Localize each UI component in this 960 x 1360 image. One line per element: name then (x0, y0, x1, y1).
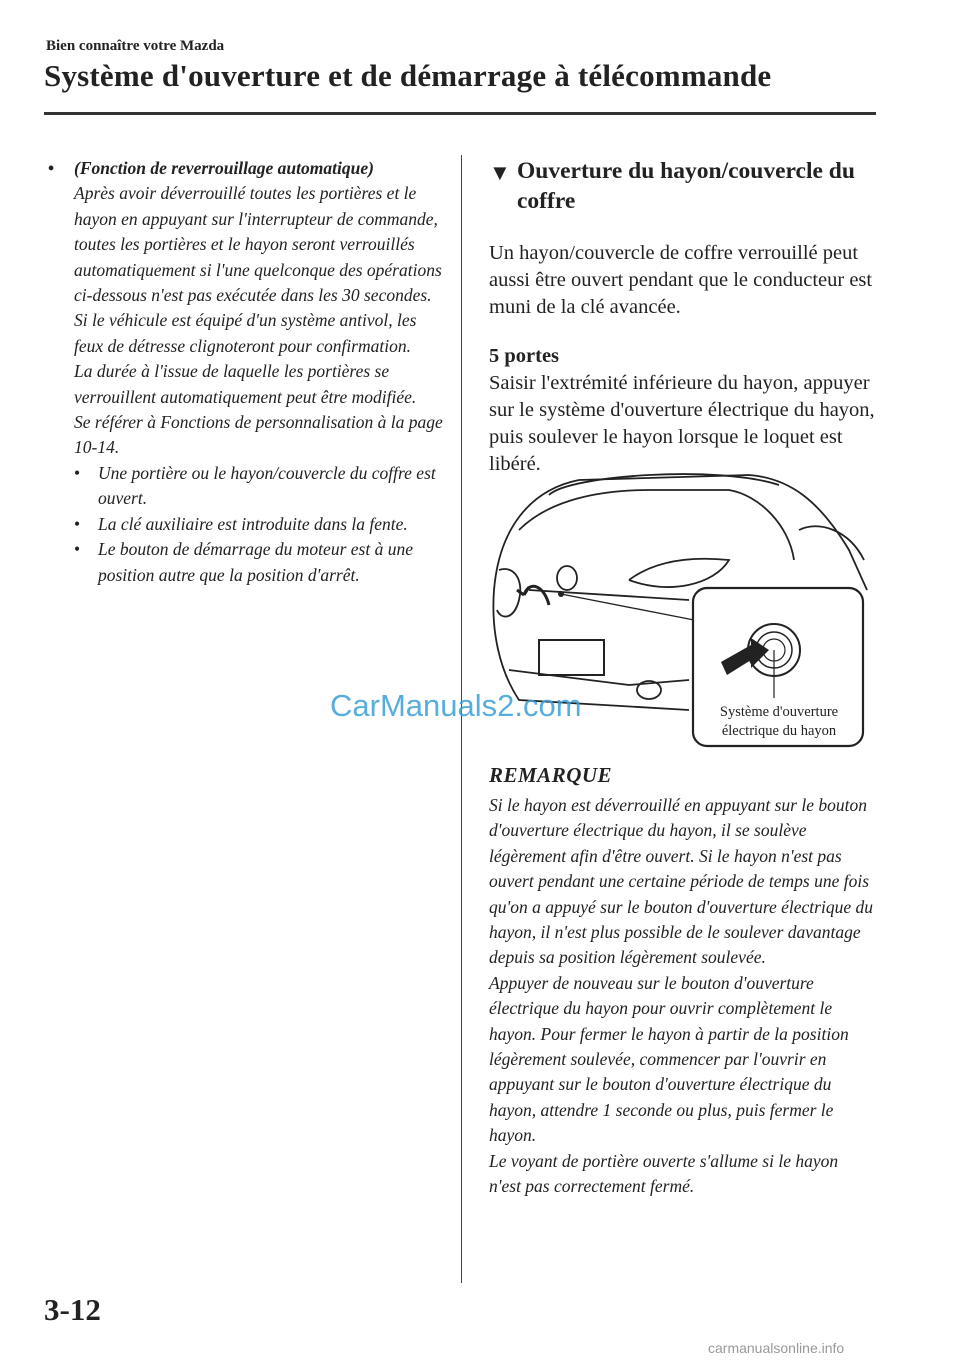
footer-site-link[interactable]: carmanualsonline.info (708, 1340, 845, 1356)
page-number: 3-12 (44, 1292, 101, 1327)
title-rule (44, 112, 876, 115)
sub-bullet-item (48, 461, 448, 512)
paragraph: Se référer à Fonctions de personnalisation à la page 10-14. (74, 412, 443, 458)
right-column (489, 156, 877, 478)
remark-paragraph: Le voyant de portière ouverte s'allume si le hayon n'est pas correctement fermé. (489, 1150, 839, 1197)
triangle-down-icon: ▼ (489, 160, 511, 185)
remark-body (489, 793, 874, 1200)
sub-bullet-icon: • (74, 539, 81, 560)
watermark: CarManuals2.com (330, 688, 582, 723)
sub-bullet-text: Une portière ou le hayon/couvercle du coffre est ouvert. (98, 462, 436, 509)
remark-paragraph: Appuyer de nouveau sur le bouton d'ouverture électrique du hayon pour ouvrir complètement le hayon. Pour fermer le hayon à partir de la position légèrement soulevée, commencer par l'ouvrir en appuyant sur le bouton d'ouverture électrique du hayon, attendre 1 seconde ou plus, puis fermer le hayon. (489, 972, 849, 1146)
remark-title: REMARQUE (489, 763, 613, 787)
running-head: Bien connaître votre Mazda (46, 38, 225, 54)
sub-bullet-item (48, 537, 448, 588)
sub-bullet-icon: • (74, 462, 81, 483)
bullet-title: (Fonction de reverrouillage automatique) (74, 158, 374, 178)
sub-bullet-icon: • (74, 513, 81, 534)
bullet-item (48, 156, 448, 461)
sub-bullet-text: La clé auxiliaire est introduite dans la fente. (98, 513, 408, 534)
section-heading (489, 156, 877, 216)
figure-caption-line2: électrique du hayon (721, 723, 837, 739)
subheading: 5 portes (489, 345, 560, 367)
bullet-dot-icon: • (48, 158, 55, 178)
figure-caption-line1: Système d'ouverture (719, 704, 839, 720)
remark-paragraph: Si le hayon est déverrouillé en appuyant sur le bouton d'ouverture électrique du hayon, il se soulève légèrement afin d'être ouvert. Si le hayon n'est pas ouvert pendant une certaine période de temps une fois qu'on a appuyé sur le bouton d'ouverture électrique du hayon, il n'est plus possible de le soulever davantage depuis sa position légèrement soulevée. (489, 795, 873, 968)
paragraph: La durée à l'issue de laquelle les portières se verrouillent automatiquement peut être modifiée. (74, 361, 417, 407)
sub-bullet-item (48, 512, 448, 537)
intro-text: Un hayon/couvercle de coffre verrouillé peut aussi être ouvert pendant que le conducteur est muni de la clé avancée. (489, 242, 873, 318)
paragraph: Après avoir déverrouillé toutes les portières et le hayon en appuyant sur l'interrupteur de commande, toutes les portières et le hayon seront verrouillés automatiquement si l'une quelconque des opérations ci-dessous n'est pas exécutée dans les 30 secondes. Si le véhicule est équipé d'un système antivol, les feux de détresse clignoteront pour confirmation. (74, 183, 442, 356)
left-column (48, 156, 448, 588)
sub-bullet-text: Le bouton de démarrage du moteur est à une position autre que la position d'arrêt. (98, 539, 413, 585)
page-title: Système d'ouverture et de démarrage à télécommande (44, 58, 772, 93)
section-title: Ouverture du hayon/couvercle du coffre (517, 158, 855, 214)
instruction-text: Saisir l'extrémité inférieure du hayon, appuyer sur le système d'ouverture électrique du hayon, puis soulever le hayon lorsque le loquet est libéré. (489, 372, 875, 475)
